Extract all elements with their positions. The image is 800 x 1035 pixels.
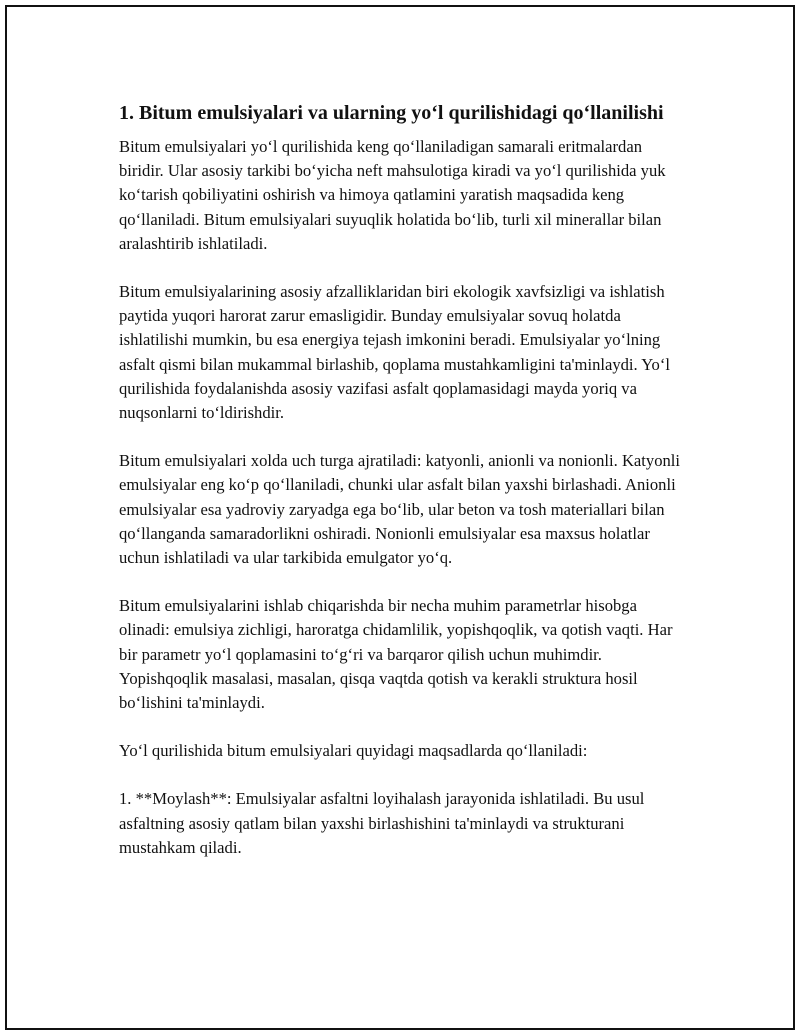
document-body xyxy=(119,100,684,884)
paragraph-intro: Bitum emulsiyalari yo‘l qurilishida keng qo‘llaniladigan samarali eritmalardan biridir. Ular asosiy tarkibi bo‘yicha neft mahsulotiga kiradi va yo‘l qurilishida yuk ko‘tarish qobiliyatini oshirish va himoya qatlamini yaratish maqsadida keng qo‘llaniladi. Bitum emulsiyalari suyuqlik holatida bo‘lib, turli xil minerallar bilan aralashtirib ishlatiladi. xyxy=(119,137,666,253)
page-frame xyxy=(5,5,795,1030)
paragraph-types: Bitum emulsiyalari xolda uch turga ajratiladi: katyonli, anionli va nonionli. Katyonli emulsiyalar eng ko‘p qo‘llaniladi, chunki ular asfalt bilan yaxshi birlashadi. Anionli emulsiyalar esa yadroviy zaryadga ega bo‘lib, ular beton va tosh materiallari bilan qo‘llanganda samaradorlikni oshiradi. Nonionli emulsiyalar esa maxsus holatlar uchun ishlatiladi va ular tarkibida emulgator yo‘q. xyxy=(119,451,681,568)
paragraph-parameters: Bitum emulsiyalarini ishlab chiqarishda bir necha muhim parametrlar hisobga olinadi: emulsiya zichligi, haroratga chidamlilik, yopishqoqlik, va qotish vaqti. Har bir parametr yo‘l qoplamasini to‘g‘ri va barqaror qilish uchun muhimdir. Yopishqoqlik masalasi, masalan, qisqa vaqtda qotish va kerakli struktura hosil bo‘lishini ta'minlaydi. xyxy=(119,596,673,713)
paragraph-advantages: Bitum emulsiyalarining asosiy afzalliklaridan biri ekologik xavfsizligi va ishlatish paytida yuqori harorat zarur emasligidir. Bunday emulsiyalar sovuq holatda ishlatilishi mumkin, bu esa energiya tejash imkonini beradi. Emulsiyalar yo‘lning asfalt qismi bilan mukammal birlashib, qoplama mustahkamligini ta'minlaydi. Yo‘l qurilishida foydalanishda asosiy vazifasi asfalt qoplamasidagi mayda yoriq va nuqsonlarni to‘ldirishdir. xyxy=(119,282,670,423)
paragraph-purposes: Yo‘l qurilishida bitum emulsiyalari quyidagi maqsadlarda qo‘llaniladi: xyxy=(119,741,588,761)
document-title: 1. Bitum emulsiyalari va ularning yo‘l qurilishidagi qo‘llanilishi xyxy=(119,102,664,124)
list-item-moylash: 1. **Moylash**: Emulsiyalar asfaltni loyihalash jarayonida ishlatiladi. Bu usul asfaltning asosiy qatlam bilan yaxshi birlashishini ta'minlaydi va strukturani mustahkam qiladi. xyxy=(119,789,645,857)
